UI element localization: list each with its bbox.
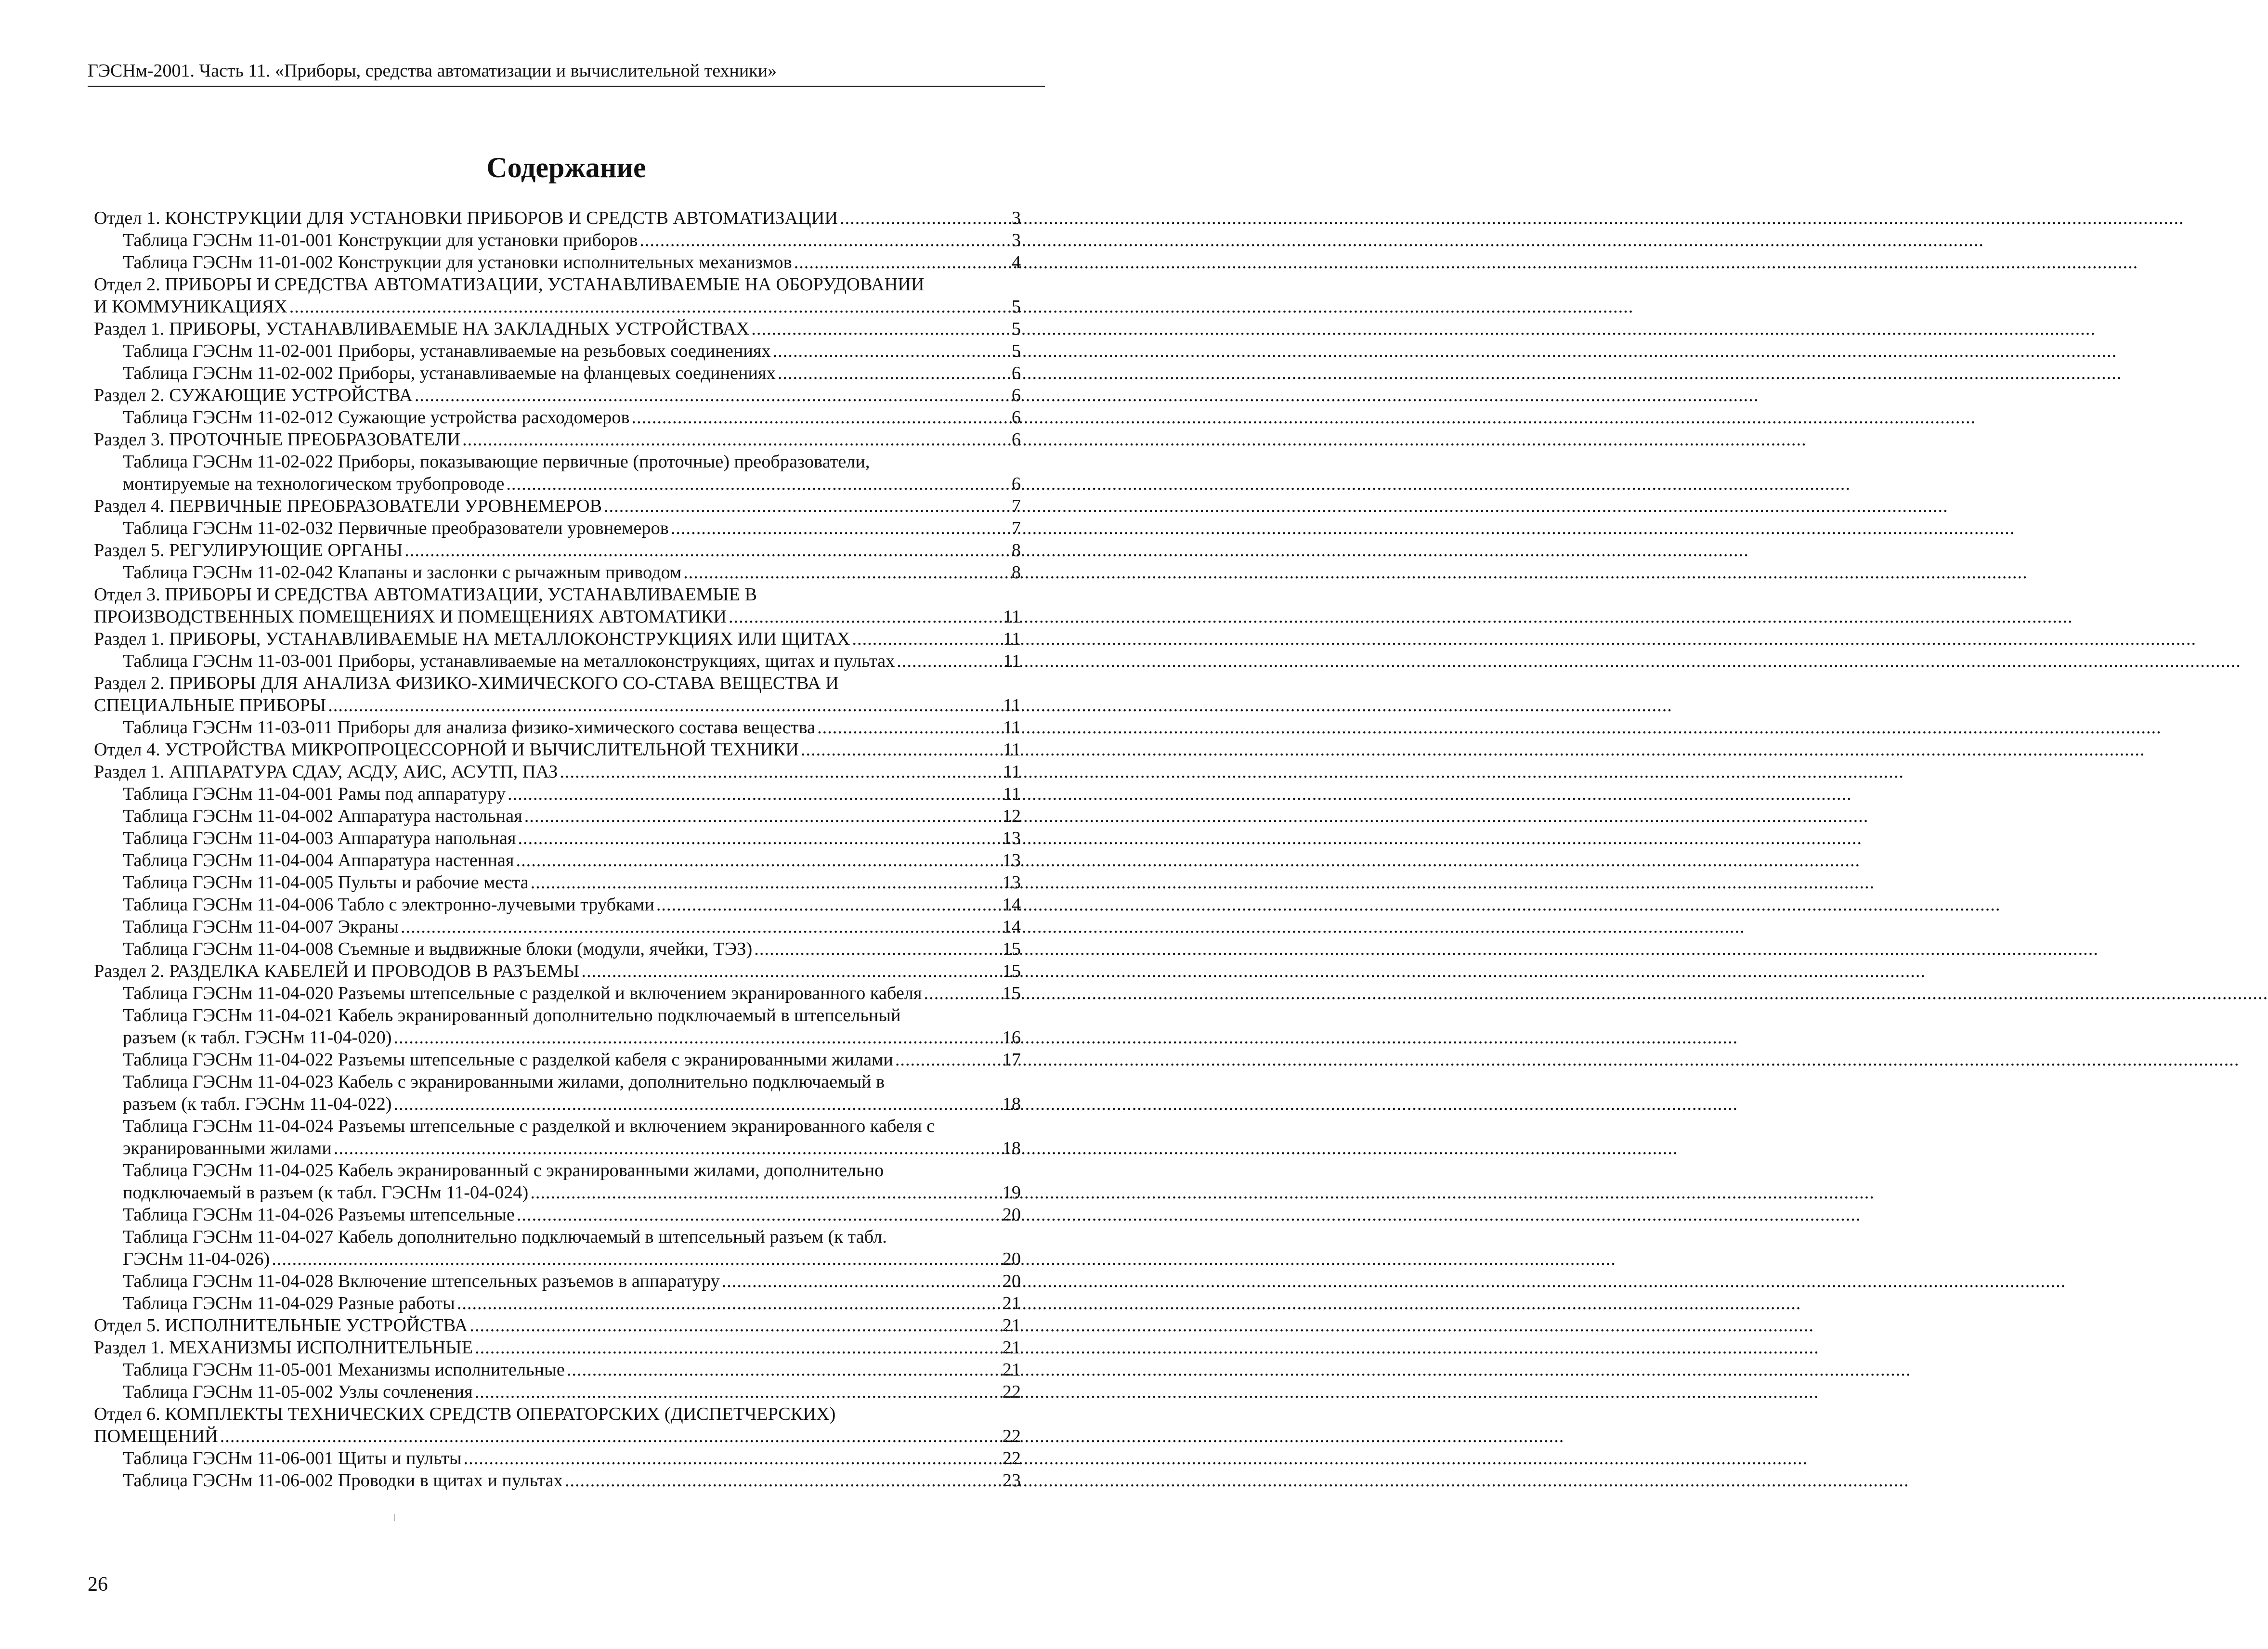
toc-entry-title: Отдел 1. КОНСТРУКЦИИ ДЛЯ УСТАНОВКИ ПРИБОРОВ И СРЕДСТВ АВТОМАТИЗАЦИИ: [94, 208, 838, 228]
dot-leader: [560, 761, 1002, 783]
toc-entry-title-line1: Таблица ГЭСНм 11-04-024 Разъемы штепсельные с разделкой и включением экранированного кабеля с: [123, 1116, 935, 1136]
toc-entry-title: Таблица ГЭСНм 11-04-005 Пульты и рабочие места: [123, 872, 529, 893]
toc-table-entry: [94, 1071, 1021, 1115]
toc-entry-line: [123, 1137, 1021, 1159]
toc-entry-line: [94, 960, 1021, 982]
toc-page-number: 18: [1002, 1094, 1021, 1114]
toc-page-number: 21: [1002, 1315, 1021, 1336]
toc-page-number: 13: [1002, 850, 1021, 870]
toc-table-entry: [94, 1204, 1021, 1226]
dot-leader: [581, 960, 1001, 982]
dot-leader: [462, 428, 1008, 451]
toc-entry-line: [123, 1093, 1021, 1115]
toc-entry-line: [123, 473, 1021, 495]
toc-entry-title: Таблица ГЭСНм 11-01-001 Конструкции для установки приборов: [123, 230, 638, 250]
dot-leader: [334, 1137, 1002, 1159]
toc-page-number: 22: [1002, 1426, 1021, 1446]
toc-entry-title: Таблица ГЭСНм 11-04-002 Аппаратура настольная: [123, 806, 522, 826]
dot-leader: [475, 1337, 1002, 1359]
dot-leader: [656, 894, 1002, 916]
toc-page-number: 5: [1011, 341, 1021, 361]
toc-entry-line: [123, 1204, 1021, 1226]
toc-table-entry: [94, 517, 1021, 539]
toc-entry-title-line1: Раздел 2. ПРИБОРЫ ДЛЯ АНАЛИЗА ФИЗИКО-ХИМИЧЕСКОГО СО-СТАВА ВЕЩЕСТВА И: [94, 673, 839, 693]
toc-entry-line: [123, 916, 1021, 938]
toc-entry-title: Таблица ГЭСНм 11-02-012 Сужающие устройства расходомеров: [123, 407, 630, 428]
toc-entry-title: Таблица ГЭСНм 11-04-007 Экраны: [123, 917, 399, 937]
toc-page-number: 13: [1002, 828, 1021, 848]
toc-entry-line: [123, 1447, 1021, 1469]
toc-entry-line: [94, 761, 1021, 783]
running-header: ГЭСНм-2001. Часть 11. «Приборы, средства автоматизации и вычислительной техники»: [88, 61, 777, 81]
toc-entry-title: Таблица ГЭСНм 11-04-020 Разъемы штепсельные с разделкой и включением экранированного кабеля: [123, 983, 922, 1003]
toc-entry-title: Таблица ГЭСНм 11-04-003 Аппаратура напольная: [123, 828, 516, 848]
page-number: 26: [88, 1573, 108, 1596]
toc-table-entry: [94, 1447, 1021, 1469]
toc-page-number: 11: [1003, 651, 1021, 671]
toc-page-number: 14: [1002, 917, 1021, 937]
toc-entry-title: ПРОИЗВОДСТВЕННЫХ ПОМЕЩЕНИЯХ И ПОМЕЩЕНИЯХ АВТОМАТИКИ: [94, 607, 727, 627]
dot-leader: [852, 628, 1002, 650]
toc-entry-line: [123, 982, 1021, 1004]
dot-leader: [671, 517, 1008, 539]
toc-page-number: 20: [1002, 1205, 1021, 1225]
toc-page-number: 8: [1011, 540, 1021, 560]
toc-page-number: 13: [1002, 872, 1021, 893]
toc-entry-line: [94, 628, 1021, 650]
toc-entry-title: Таблица ГЭСНм 11-03-011 Приборы для анализа физико-химического состава вещества: [123, 717, 816, 738]
toc-entry-line: [123, 362, 1021, 384]
toc-table-entry: [94, 229, 1021, 251]
toc-entry-line: [123, 783, 1021, 805]
toc-entry-line: [94, 1314, 1021, 1337]
toc-table-entry: [94, 1270, 1021, 1292]
toc-page-number: 6: [1011, 363, 1021, 383]
toc-entry-line: [94, 694, 1021, 716]
dot-leader: [801, 739, 1002, 761]
toc-entry-line: [94, 539, 1021, 561]
toc-table-entry: [94, 805, 1021, 827]
dot-leader: [220, 1425, 1002, 1447]
toc-entry-title: Таблица ГЭСНм 11-04-001 Рамы под аппаратуру: [123, 784, 506, 804]
toc-entry-title: Таблица ГЭСНм 11-04-008 Съемные и выдвижные блоки (модули, ячейки, ТЭЗ): [123, 939, 753, 959]
toc-page-number: 17: [1002, 1050, 1021, 1070]
toc-entry-line: [123, 716, 1021, 739]
toc-table-entry: [94, 650, 1021, 672]
toc-entry-line: [123, 1182, 1021, 1204]
toc-division-entry: [94, 273, 1021, 318]
toc-table-entry: [94, 340, 1021, 362]
toc-page-number: 5: [1011, 297, 1021, 317]
dot-leader: [567, 1359, 1002, 1381]
dot-leader: [604, 495, 1008, 517]
toc-entry-title: Раздел 1. ПРИБОРЫ, УСТАНАВЛИВАЕМЫЕ НА МЕТАЛЛОКОНСТРУКЦИЯХ ИЛИ ЩИТАХ: [94, 629, 850, 649]
toc-entry-line: [123, 1049, 1021, 1071]
toc-page-number: 8: [1011, 562, 1021, 583]
toc-entry-line: [123, 1270, 1021, 1292]
toc-entry-line: [123, 650, 1021, 672]
toc-entry-line: [123, 827, 1021, 849]
toc-division-entry: [94, 584, 1021, 628]
toc-page-number: 21: [1002, 1293, 1021, 1313]
dot-leader: [404, 539, 1008, 561]
toc-entry-title: Таблица ГЭСНм 11-06-001 Щиты и пульты: [123, 1448, 462, 1468]
toc-section-entry: [94, 960, 1021, 982]
toc-page-number: 20: [1002, 1271, 1021, 1291]
toc-page-number: 5: [1011, 319, 1021, 339]
toc-entry-line: [94, 495, 1021, 517]
toc-page-number: 7: [1011, 496, 1021, 516]
toc-table-entry: [94, 1381, 1021, 1403]
toc-page-number: 11: [1003, 695, 1021, 715]
toc-division-entry: [94, 1403, 1021, 1447]
dot-leader: [778, 362, 1008, 384]
dot-leader: [469, 1314, 1001, 1337]
toc-page-number: 16: [1002, 1027, 1021, 1048]
toc-entry-title: разъем (к табл. ГЭСНм 11-04-020): [123, 1027, 392, 1048]
dot-leader: [508, 783, 1002, 805]
toc-entry-title: монтируемые на технологическом трубопроводе: [123, 474, 505, 494]
toc-page-number: 18: [1002, 1138, 1021, 1158]
toc-entry-title: Таблица ГЭСНм 11-04-026 Разъемы штепсельные: [123, 1205, 515, 1225]
toc-entry-line: [123, 1292, 1021, 1314]
toc-page-number: 21: [1002, 1337, 1021, 1358]
dot-leader: [729, 606, 1002, 628]
dot-leader: [289, 296, 1008, 318]
dot-leader: [328, 694, 1002, 716]
toc-entry-line: [123, 561, 1021, 584]
toc-entry-title: Таблица ГЭСНм 11-04-028 Включение штепсельных разъемов в аппаратуру: [123, 1271, 720, 1291]
toc-table-entry: [94, 938, 1021, 960]
toc-entry-line: [123, 1248, 1021, 1270]
toc-entry-line: [123, 229, 1021, 251]
toc-page-number: 23: [1002, 1470, 1021, 1491]
toc-table-entry: [94, 1469, 1021, 1492]
toc-entry-line: [94, 296, 1021, 318]
toc-section-entry: [94, 384, 1021, 406]
toc-table-entry: [94, 783, 1021, 805]
dot-leader: [530, 1182, 1001, 1204]
dot-leader: [272, 1248, 1001, 1270]
toc-section-entry: [94, 1337, 1021, 1359]
toc-entry-title: разъем (к табл. ГЭСНм 11-04-022): [123, 1094, 392, 1114]
toc-entry-title: И КОММУНИКАЦИЯХ: [94, 297, 287, 317]
dot-leader: [773, 340, 1008, 362]
toc-entry-title: ГЭСНм 11-04-026): [123, 1249, 270, 1269]
toc-table-entry: [94, 871, 1021, 894]
dot-leader: [457, 1292, 1002, 1314]
toc-entry-title: Отдел 5. ИСПОЛНИТЕЛЬНЫЕ УСТРОЙСТВА: [94, 1315, 468, 1336]
dot-leader: [565, 1469, 1002, 1492]
toc-table-entry: [94, 406, 1021, 428]
toc-entry-line: [94, 428, 1021, 451]
toc-entry-line: [123, 805, 1021, 827]
toc-entry-line: [123, 1469, 1021, 1492]
toc-entry-title: Раздел 3. ПРОТОЧНЫЕ ПРЕОБРАЗОВАТЕЛИ: [94, 429, 461, 450]
toc-entry-title: Раздел 1. МЕХАНИЗМЫ ИСПОЛНИТЕЛЬНЫЕ: [94, 1337, 473, 1358]
toc-entry-line: [94, 1337, 1021, 1359]
toc-table-entry: [94, 1115, 1021, 1159]
dot-leader: [639, 229, 1008, 251]
toc-section-entry: [94, 628, 1021, 650]
dot-leader: [754, 938, 1001, 960]
toc-entry-title: экранированными жилами: [123, 1138, 332, 1158]
dot-leader: [393, 1093, 1001, 1115]
toc-page-number: 11: [1003, 784, 1021, 804]
toc-page-number: 6: [1011, 407, 1021, 428]
header-rule: [88, 86, 1045, 87]
toc-entry-title: Раздел 1. ПРИБОРЫ, УСТАНАВЛИВАЕМЫЕ НА ЗАКЛАДНЫХ УСТРОЙСТВАХ: [94, 319, 750, 339]
toc-entry-line: [123, 894, 1021, 916]
dot-leader: [517, 1204, 1002, 1226]
toc-entry-line: [123, 251, 1021, 273]
toc-table-entry: [94, 451, 1021, 495]
toc-entry-line: [123, 1026, 1021, 1049]
toc-entry-title: СПЕЦИАЛЬНЫЕ ПРИБОРЫ: [94, 695, 326, 715]
toc-table-entry: [94, 251, 1021, 273]
toc-table-entry: [94, 849, 1021, 871]
toc-entry-title: Раздел 4. ПЕРВИЧНЫЕ ПРЕОБРАЗОВАТЕЛИ УРОВНЕМЕРОВ: [94, 496, 602, 516]
toc-entry-title: Таблица ГЭСНм 11-04-004 Аппаратура настенная: [123, 850, 514, 870]
toc-page-number: 11: [1003, 629, 1021, 649]
toc-table-entry: [94, 1226, 1021, 1270]
dot-leader: [464, 1447, 1002, 1469]
dot-leader: [722, 1270, 1002, 1292]
dot-leader: [475, 1381, 1002, 1403]
toc-page-number: 19: [1002, 1182, 1021, 1203]
toc-page-number: 3: [1011, 208, 1021, 228]
dot-leader: [516, 849, 1002, 871]
toc-entry-line: [123, 340, 1021, 362]
toc-entry-title: Таблица ГЭСНм 11-02-001 Приборы, устанавливаемые на резьбовых соединениях: [123, 341, 771, 361]
table-of-contents: [94, 207, 1021, 1492]
toc-entry-title-line1: Таблица ГЭСНм 11-04-025 Кабель экранированный с экранированными жилами, дополнительно: [123, 1160, 884, 1181]
toc-division-entry: [94, 1314, 1021, 1337]
dot-leader: [895, 1049, 1002, 1071]
toc-section-entry: [94, 428, 1021, 451]
toc-page-number: 22: [1002, 1448, 1021, 1468]
toc-page-number: 11: [1003, 740, 1021, 760]
toc-table-entry: [94, 916, 1021, 938]
dot-leader: [401, 916, 1002, 938]
toc-page-number: 14: [1002, 895, 1021, 915]
toc-entry-title-line1: Отдел 6. КОМПЛЕКТЫ ТЕХНИЧЕСКИХ СРЕДСТВ ОПЕРАТОРСКИХ (ДИСПЕТЧЕРСКИХ): [94, 1404, 836, 1424]
toc-entry-line: [123, 1381, 1021, 1403]
page-title: Содержание: [486, 152, 646, 183]
toc-entry-title: Раздел 2. РАЗДЕЛКА КАБЕЛЕЙ И ПРОВОДОВ В РАЗЪЕМЫ: [94, 961, 580, 981]
toc-table-entry: [94, 1159, 1021, 1204]
toc-page-number: 15: [1002, 939, 1021, 959]
toc-entry-title: Раздел 5. РЕГУЛИРУЮЩИЕ ОРГАНЫ: [94, 540, 403, 560]
toc-table-entry: [94, 894, 1021, 916]
toc-entry-line: [94, 606, 1021, 628]
toc-entry-line: [123, 849, 1021, 871]
toc-section-entry: [94, 495, 1021, 517]
toc-table-entry: [94, 561, 1021, 584]
toc-page-number: 12: [1002, 806, 1021, 826]
toc-page-number: 21: [1002, 1360, 1021, 1380]
toc-entry-line: [123, 938, 1021, 960]
toc-page-number: 7: [1011, 518, 1021, 538]
dot-leader: [632, 406, 1008, 428]
toc-table-entry: [94, 1292, 1021, 1314]
toc-table-entry: [94, 827, 1021, 849]
toc-page-number: 15: [1002, 983, 1021, 1003]
dot-leader: [751, 318, 1008, 340]
toc-entry-title-line1: Отдел 2. ПРИБОРЫ И СРЕДСТВА АВТОМАТИЗАЦИИ, УСТАНАВЛИВАЕМЫЕ НА ОБОРУДОВАНИИ: [94, 274, 925, 295]
toc-entry-title-line1: Отдел 3. ПРИБОРЫ И СРЕДСТВА АВТОМАТИЗАЦИИ, УСТАНАВЛИВАЕМЫЕ В: [94, 584, 757, 605]
toc-entry-line: [94, 318, 1021, 340]
toc-entry-title: Отдел 4. УСТРОЙСТВА МИКРОПРОЦЕССОРНОЙ И ВЫЧИСЛИТЕЛЬНОЙ ТЕХНИКИ: [94, 740, 799, 760]
toc-table-entry: [94, 1004, 1021, 1049]
toc-table-entry: [94, 982, 1021, 1004]
dot-leader: [531, 871, 1002, 894]
toc-page-number: 11: [1003, 717, 1021, 738]
toc-entry-line: [123, 871, 1021, 894]
dot-leader: [393, 1026, 1001, 1049]
toc-page-number: 20: [1002, 1249, 1021, 1269]
toc-page-number: 6: [1011, 474, 1021, 494]
toc-entry-title: Таблица ГЭСНм 11-01-002 Конструкции для установки исполнительных механизмов: [123, 252, 792, 273]
toc-section-entry: [94, 672, 1021, 716]
toc-table-entry: [94, 362, 1021, 384]
toc-entry-line: [94, 739, 1021, 761]
toc-page-number: 3: [1011, 230, 1021, 250]
toc-entry-title: Таблица ГЭСНм 11-03-001 Приборы, устанавливаемые на металлоконструкциях, щитах и пультах: [123, 651, 895, 671]
toc-entry-line: [123, 517, 1021, 539]
dot-leader: [897, 650, 1002, 672]
toc-entry-line: [123, 406, 1021, 428]
toc-entry-title-line1: Таблица ГЭСНм 11-04-027 Кабель дополнительно подключаемый в штепсельный разъем (к табл.: [123, 1227, 887, 1247]
toc-page-number: 11: [1003, 762, 1021, 782]
toc-entry-title: Таблица ГЭСНм 11-04-022 Разъемы штепсельные с разделкой кабеля с экранированными жилами: [123, 1050, 893, 1070]
dot-leader: [506, 473, 1008, 495]
toc-page-number: 11: [1003, 607, 1021, 627]
toc-section-entry: [94, 539, 1021, 561]
toc-entry-line: [94, 1425, 1021, 1447]
dot-leader: [524, 805, 1002, 827]
toc-entry-title: Таблица ГЭСНм 11-04-006 Табло с электронно-лучевыми трубками: [123, 895, 654, 915]
dot-leader: [794, 251, 1008, 273]
toc-entry-title: Таблица ГЭСНм 11-02-002 Приборы, устанавливаемые на фланцевых соединениях: [123, 363, 776, 383]
dot-leader: [683, 561, 1008, 584]
toc-division-entry: [94, 207, 1021, 229]
toc-section-entry: [94, 318, 1021, 340]
dot-leader: [840, 207, 1008, 229]
toc-entry-title: Таблица ГЭСНм 11-04-029 Разные работы: [123, 1293, 455, 1313]
toc-page-number: 4: [1011, 252, 1021, 273]
dot-leader: [924, 982, 1002, 1004]
toc-entry-title: Таблица ГЭСНм 11-05-001 Механизмы исполнительные: [123, 1360, 565, 1380]
toc-entry-title-line1: Таблица ГЭСНм 11-02-022 Приборы, показывающие первичные (проточные) преобразователи,: [123, 452, 870, 472]
toc-entry-title: Раздел 1. АППАРАТУРА СДАУ, АСДУ, АИС, АСУТП, ПАЗ: [94, 762, 558, 782]
toc-table-entry: [94, 1049, 1021, 1071]
toc-entry-line: [94, 384, 1021, 406]
dot-leader: [415, 384, 1008, 406]
toc-entry-title: Таблица ГЭСНм 11-02-032 Первичные преобразователи уровнемеров: [123, 518, 669, 538]
toc-page-number: 22: [1002, 1382, 1021, 1402]
toc-entry-title: Таблица ГЭСНм 11-02-042 Клапаны и заслонки с рычажным приводом: [123, 562, 682, 583]
toc-entry-line: [123, 1359, 1021, 1381]
toc-entry-title: Раздел 2. СУЖАЮЩИЕ УСТРОЙСТВА: [94, 385, 413, 405]
toc-page-number: 6: [1011, 429, 1021, 450]
toc-entry-title-line1: Таблица ГЭСНм 11-04-021 Кабель экранированный дополнительно подключаемый в штепсельный: [123, 1005, 901, 1026]
dot-leader: [518, 827, 1001, 849]
toc-table-entry: [94, 716, 1021, 739]
toc-entry-title-line1: Таблица ГЭСНм 11-04-023 Кабель с экранированными жилами, дополнительно подключаемый в: [123, 1072, 885, 1092]
toc-entry-title: ПОМЕЩЕНИЙ: [94, 1426, 218, 1446]
toc-entry-title: Таблица ГЭСНм 11-06-002 Проводки в щитах и пультах: [123, 1470, 563, 1491]
dot-leader: [817, 716, 1002, 739]
scan-mark: [394, 1514, 395, 1521]
toc-division-entry: [94, 739, 1021, 761]
toc-entry-title: подключаемый в разъем (к табл. ГЭСНм 11-04-024): [123, 1182, 529, 1203]
toc-entry-line: [94, 207, 1021, 229]
toc-page-number: 6: [1011, 385, 1021, 405]
toc-entry-title: Таблица ГЭСНм 11-05-002 Узлы сочленения: [123, 1382, 473, 1402]
toc-table-entry: [94, 1359, 1021, 1381]
toc-page-number: 15: [1002, 961, 1021, 981]
toc-section-entry: [94, 761, 1021, 783]
